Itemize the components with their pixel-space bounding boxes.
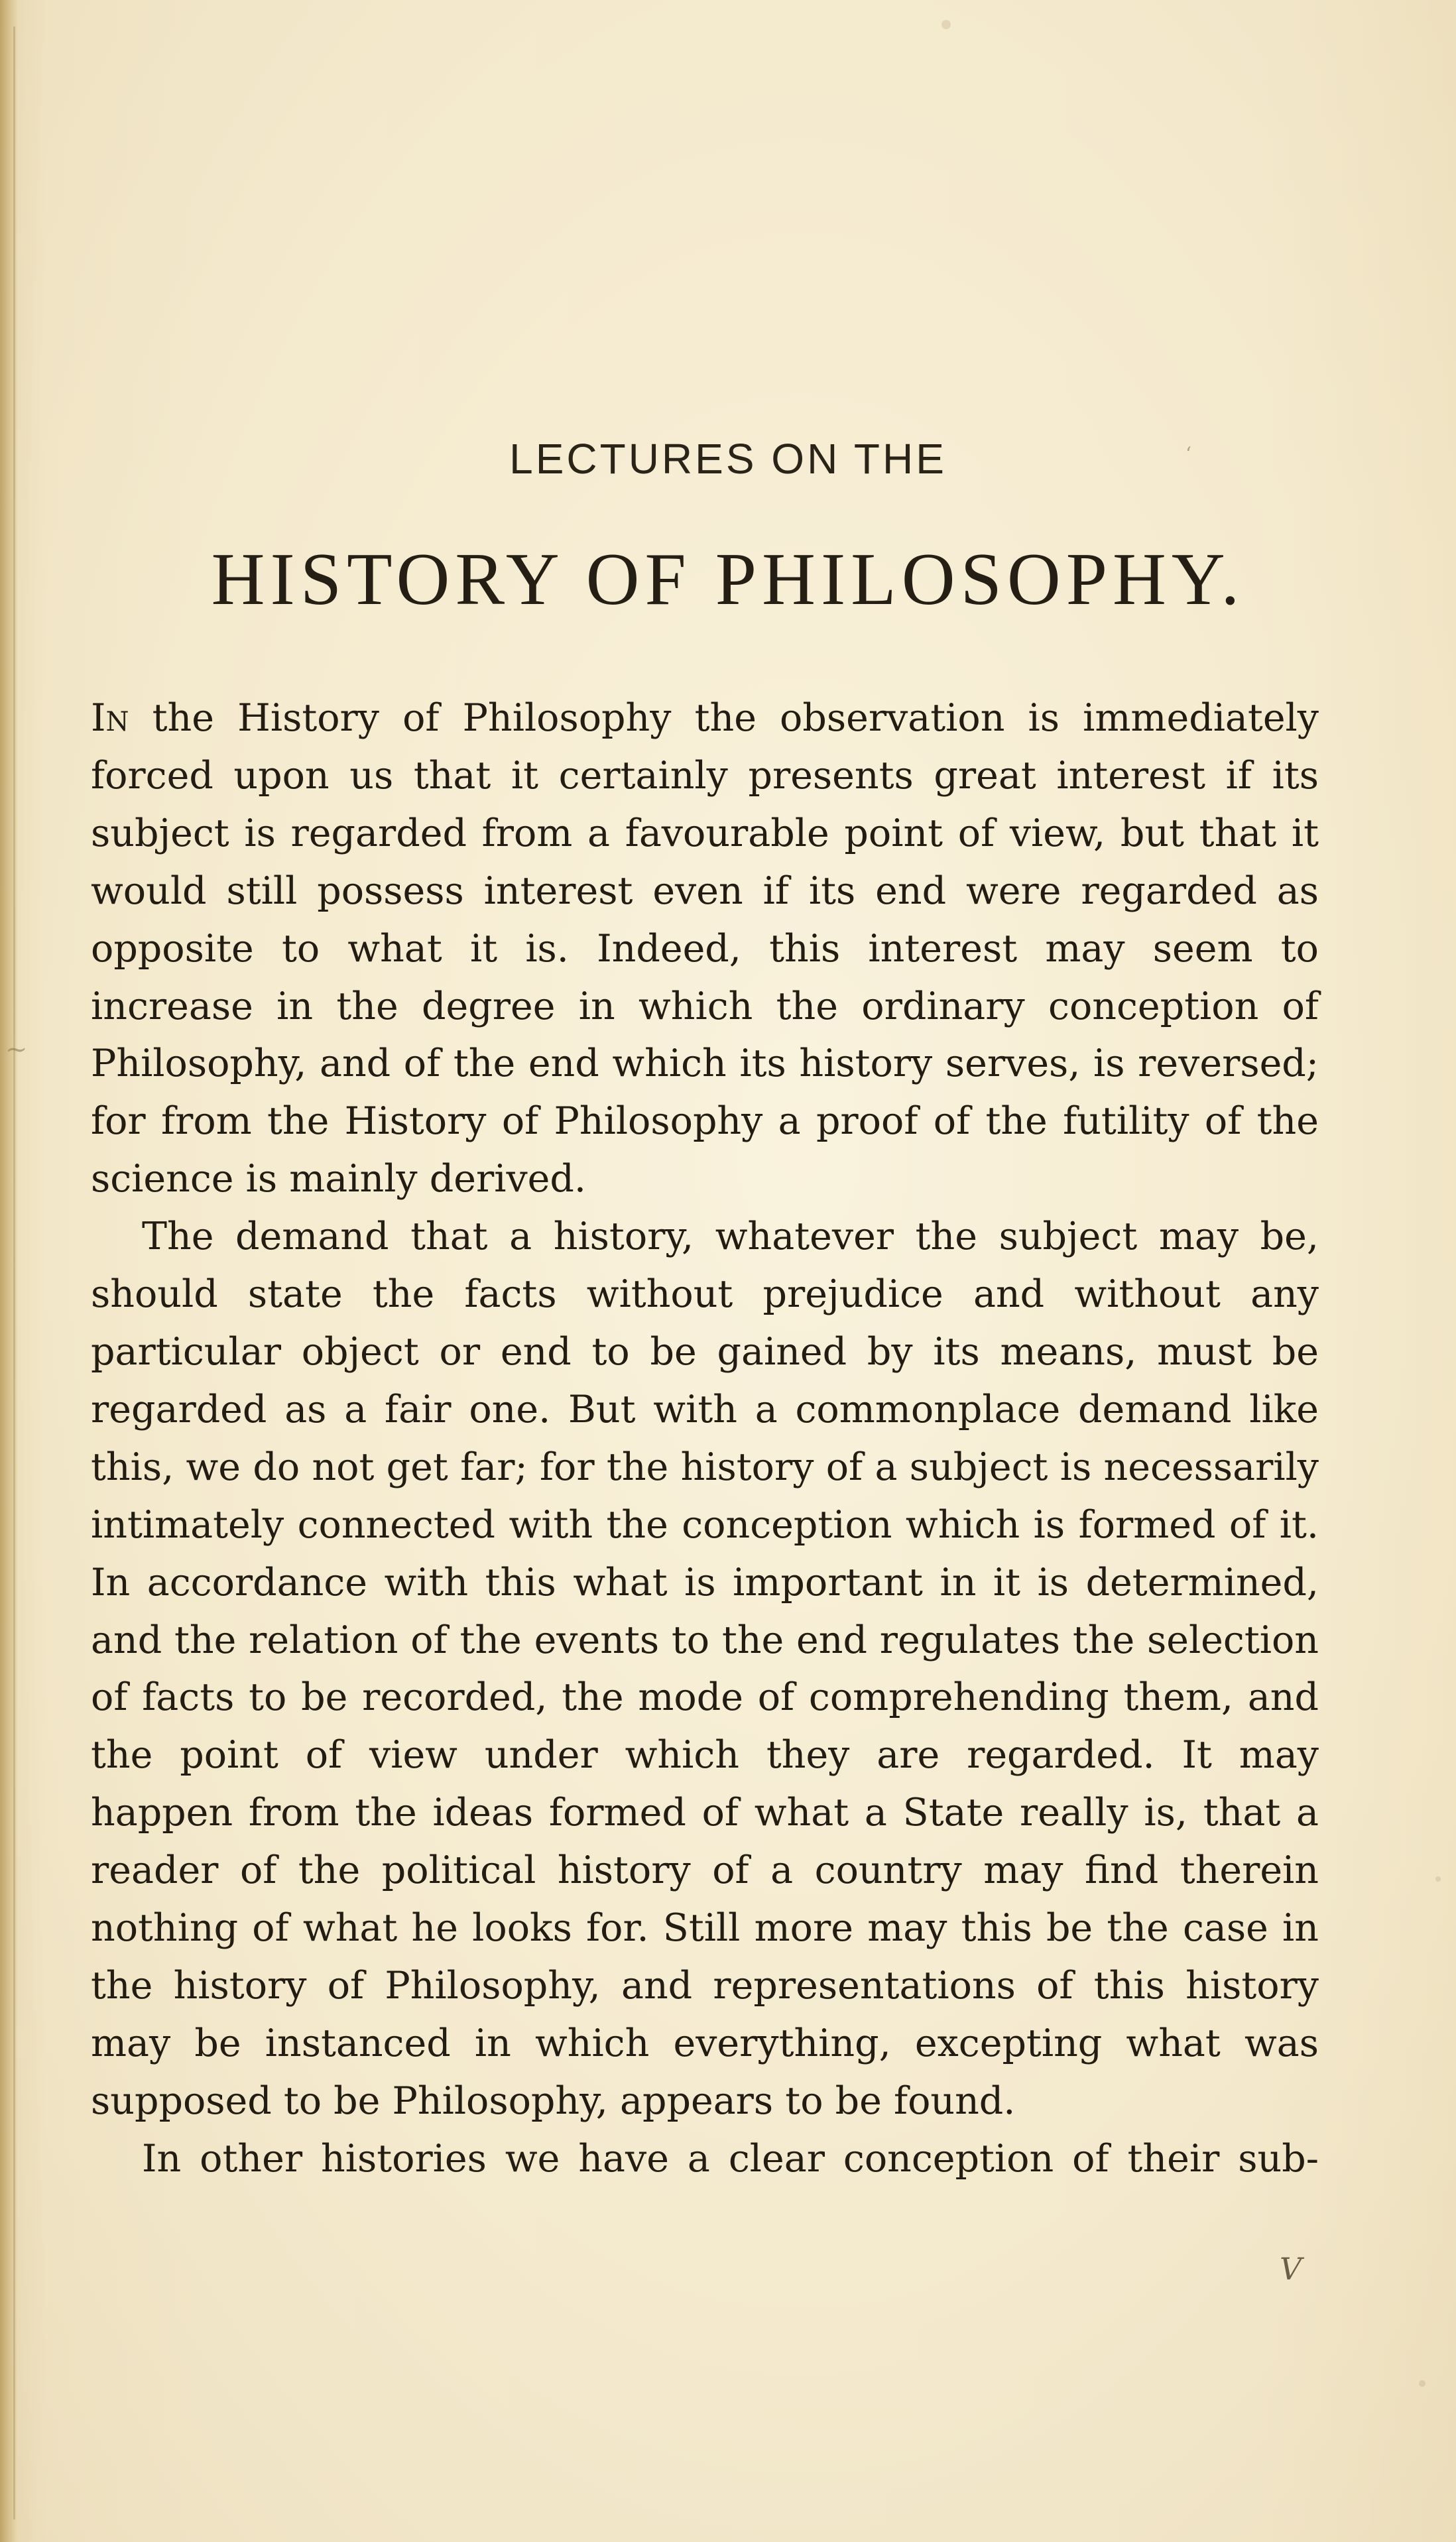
paper-foxing-spot xyxy=(1435,1876,1441,1882)
drop-initial: In xyxy=(91,696,129,740)
paper-foxing-spot xyxy=(941,20,951,29)
paragraph-1 xyxy=(91,690,1319,1208)
paper-foxing-spot xyxy=(1419,2380,1426,2387)
paragraph-3: In other histories we have a clear conception of their sub- xyxy=(142,2136,1319,2181)
paragraph-1-text: the History of Philosophy the observation is immediately forced upon us that it certainly presents great interest if its subject is regarded from a favourable point of view, but that it would still possess interest even if its end were regarded as opposite to what it is. Indeed, this interest may seem to increase in the degree in which the ordinary conception of Philosophy, and of the end which its history serves, is reversed; for from the History of Philosophy a proof of the futility of the science is mainly derived. xyxy=(91,696,1319,1201)
margin-pencil-mark: ~ xyxy=(5,1034,28,1065)
stray-pencil-mark: ‘ xyxy=(1185,443,1191,465)
body-text xyxy=(91,690,1319,2188)
signature-mark: V xyxy=(1280,2251,1302,2287)
paragraph-2: The demand that a history, whatever the subject may be, should state the facts without prejudice and without any particular object or end to be gained by its means, must be regarded as a fair one. But with a commonplace demand like this, we do not get far; for the history of a subject is necessarily intimately connected with the conception which is formed of it. In accordance with this what is important in it is determined, and the relation of the events to the end regulates the selection of facts to be recorded, the mode of comprehending them, and the point of view under which they are regarded. It may happen from the ideas formed of what a State really is, that a reader of the political history of a country may find therein nothing of what he looks for. Still more may this be the case in the history of Philosophy, and representations of this history may be instanced in which everything, excepting what was supposed to be Philosophy, appears to be found. xyxy=(91,1215,1319,2123)
page-title: HISTORY OF PHILOSOPHY. xyxy=(211,538,1245,621)
running-title: LECTURES ON THE xyxy=(509,435,947,483)
gutter-shadow-line xyxy=(13,27,15,2519)
